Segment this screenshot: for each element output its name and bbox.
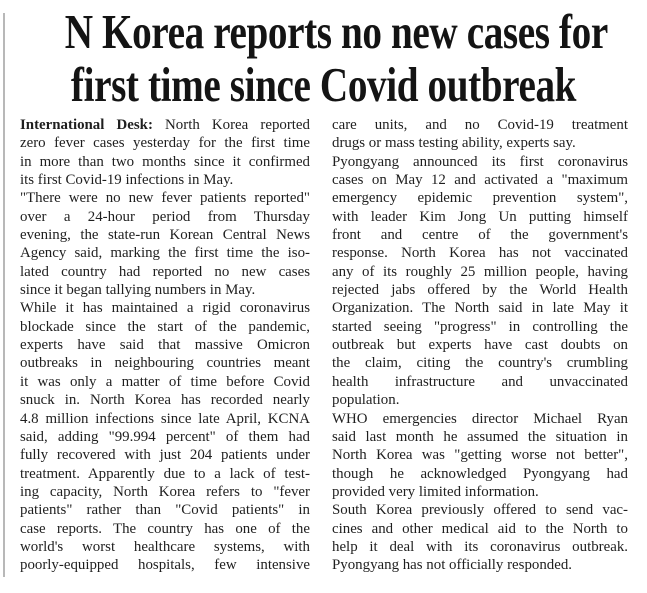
article-line: "There were no new fever patients reported" (20, 190, 310, 207)
article-line: emergency epidemic prevention system", (332, 190, 628, 207)
article-line: response. North Korea has not vaccinated (332, 245, 628, 262)
article-line: blockade since the start of the pandemic, (20, 318, 310, 335)
article-line: Pyongyang announced its first coronavirus (332, 153, 628, 170)
article-line: population. (332, 392, 400, 409)
article-line: in more than two months since it confirmed (20, 153, 310, 170)
article-line: Agency said, marking the first time the iso- (20, 245, 310, 262)
article-line: outbreaks in neighbouring countries meant (20, 355, 310, 372)
article-column-left (20, 116, 310, 575)
article-line: zero fever cases yesterday for the first time (20, 135, 310, 152)
article-line: ing capacity, North Korea refers to "fever (20, 483, 310, 500)
article-line: though he acknowledged Pyongyang had (332, 465, 628, 482)
article-line: Pyongyang has not officially responded. (332, 557, 573, 574)
article-column-right (332, 116, 628, 575)
article-line: it was only a matter of time before Covid (20, 373, 310, 390)
article-headline (0, 0, 647, 111)
article-line: its first Covid-19 infections in May. (20, 172, 234, 189)
article-line: 4.8 million infections since late April, KCNA (20, 410, 310, 427)
article-line: While it has maintained a rigid coronavirus (20, 300, 310, 317)
article-line: said last month he assumed the situation in (332, 428, 628, 445)
article-line: provided very limited information. (332, 483, 539, 500)
article-line: started seeing "progress" in controlling the (332, 318, 628, 335)
article-line: treatment. Apparently due to a lack of test- (20, 465, 310, 482)
article-line: rejected jabs offered by the World Health (332, 282, 628, 299)
article-line: fully recovered with just 204 patients under (20, 447, 310, 464)
article-line: any of its roughly 25 million people, having (332, 263, 628, 280)
dateline-label: International Desk: (20, 117, 153, 133)
article-line: WHO emergencies director Michael Ryan (332, 410, 628, 427)
article-line: outbreak but experts have cast doubts on (332, 337, 628, 354)
article-line: cases on May 12 and activated a "maximum (332, 172, 628, 189)
article-line: since it began tallying numbers in May. (20, 282, 256, 299)
article-line: International Desk: North Korea reported (20, 117, 310, 133)
article-line: evening, the state-run Korean Central News (20, 227, 310, 244)
article-line: experts have said that massive Omicron (20, 337, 310, 354)
article-line: said, adding "99.994 percent" of them had (20, 428, 310, 445)
article-line: lated country had reported no new cases (20, 263, 310, 280)
headline-line-1: N Korea reports no new cases for (64, 4, 608, 59)
headline-line-2: first time since Covid outbreak (70, 57, 577, 112)
article-line: the claim, citing the country's crumbling (332, 355, 628, 372)
article-line: over a 24-hour period from Thursday (20, 208, 310, 225)
article-body (0, 111, 647, 575)
article-line: North Korea was "getting worse not better", (332, 447, 628, 464)
article-line: poorly-equipped hospitals, few intensive (20, 557, 310, 574)
clipping-edge-rule (3, 13, 5, 577)
article-line: world's worst healthcare systems, with (20, 538, 310, 555)
article-line: case reports. The country has one of the (20, 520, 310, 537)
article-line: drugs or mass testing ability, experts say. (332, 135, 576, 152)
article-line: snuck in. North Korea has recorded nearly (20, 392, 310, 409)
article-line: cines and other medical aid to the North to (332, 520, 628, 537)
article-line: care units, and no Covid-19 treatment (332, 117, 628, 133)
article-line: Organization. The North said in late May it (332, 300, 628, 317)
article-line: patients" rather than "Covid patients" in (20, 502, 310, 519)
article-line: health infrastructure and unvaccinated (332, 373, 628, 390)
article-line: with leader Kim Jong Un putting himself (332, 208, 628, 225)
article-line: front and centre of the government's (332, 227, 628, 244)
article-line: help it deal with its coronavirus outbreak. (332, 538, 628, 555)
article-line: South Korea previously offered to send vac- (332, 502, 628, 519)
